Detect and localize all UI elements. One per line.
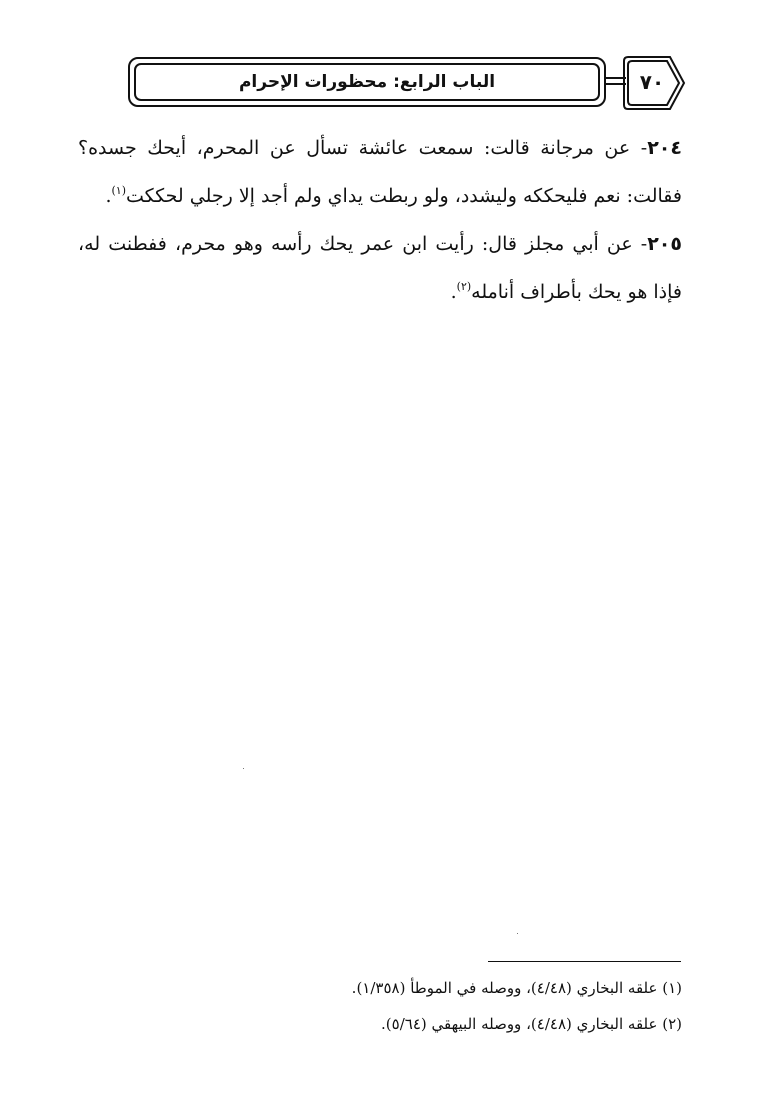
scan-speck xyxy=(517,933,518,934)
footnotes xyxy=(200,970,682,1042)
sentence-end: . xyxy=(450,281,457,303)
page-number: ٧٠ xyxy=(639,70,665,94)
scan-speck xyxy=(243,768,244,769)
hadith-number: ٢٠٤ xyxy=(647,137,682,159)
footnote-reference: (١) xyxy=(111,184,127,197)
footnote-reference: (٢) xyxy=(456,280,472,293)
chapter-title: الباب الرابع: محظورات الإحرام xyxy=(238,72,496,92)
sentence-end: . xyxy=(105,185,112,207)
footnote-2: (٢) علقه البخاري (٤/٤٨)، ووصله البيهقي (٥/٦٤). xyxy=(381,1015,682,1033)
chapter-title-inner-frame xyxy=(134,63,600,101)
main-text xyxy=(78,124,682,316)
hadith-number: ٢٠٥ xyxy=(647,233,682,255)
hadith-text: - عن مرجانة قالت: سمعت عائشة تسأل عن المحرم، أيحك جسده؟ فقالت: نعم فليحككه وليشدد، ولو ربطت يداي ولم أجد إلا رجلي لحككت xyxy=(78,137,682,207)
footnote-separator xyxy=(488,961,681,962)
page-header xyxy=(128,55,688,113)
hadith-paragraph-204 xyxy=(78,124,682,220)
footnote-1: (١) علقه البخاري (٤/٤٨)، ووصله في الموطأ (١/٣٥٨). xyxy=(351,979,682,997)
hadith-paragraph-205 xyxy=(78,220,682,316)
hadith-text: - عن أبي مجلز قال: رأيت ابن عمر يحك رأسه وهو محرم، ففطنت له، فإذا هو يحك بأطراف أنامله xyxy=(78,233,682,303)
chapter-title-frame xyxy=(128,57,606,107)
